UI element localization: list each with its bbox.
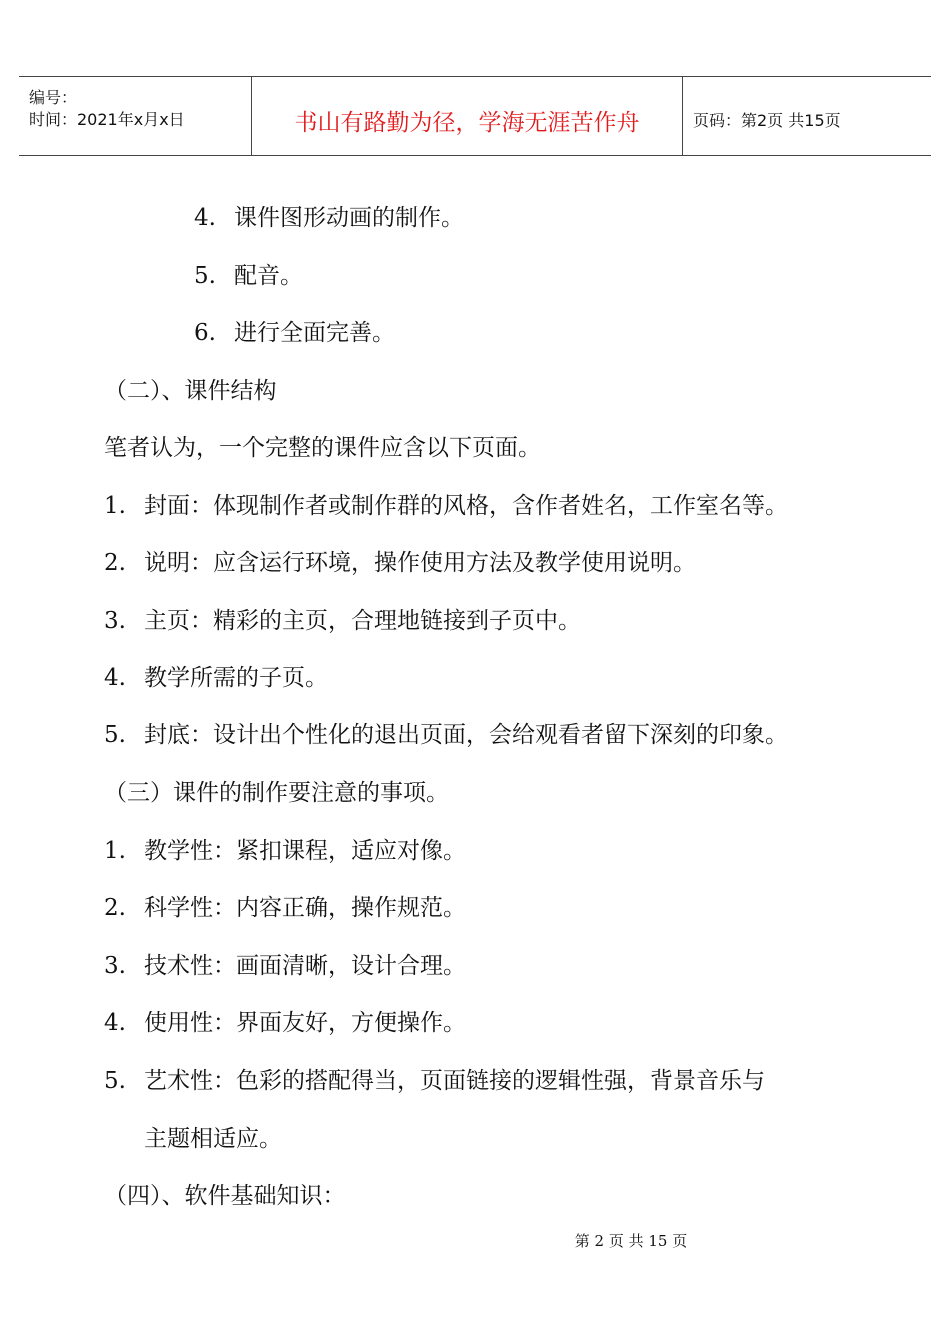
list-text: 教学所需的子页。 <box>144 665 328 691</box>
list-text: 封面：体现制作者或制作群的风格，含作者姓名，工作室名等。 <box>144 493 788 519</box>
list-item <box>104 1008 466 1038</box>
paragraph: 笔者认为，一个完整的课件应含以下页面。 <box>104 435 541 461</box>
list-item <box>104 836 466 866</box>
list-text: 科学性：内容正确，操作规范。 <box>144 895 466 921</box>
step-number: 6. <box>194 320 216 346</box>
serial-label: 编号： <box>29 88 78 107</box>
list-text: 技术性：画面清晰，设计合理。 <box>144 953 466 979</box>
list-item <box>104 491 788 521</box>
list-number: 5. <box>104 722 126 748</box>
step-text: 课件图形动画的制作。 <box>234 205 464 231</box>
page-footer <box>0 1230 950 1251</box>
step-number: 4. <box>194 205 216 231</box>
list-item <box>104 951 466 981</box>
list-item <box>104 606 581 636</box>
list-number: 1. <box>104 838 126 864</box>
page-code: 页码：第2页 共15页 <box>693 111 841 130</box>
list-text: 说明：应含运行环境，操作使用方法及教学使用说明。 <box>144 550 696 576</box>
list-text: 使用性：界面友好，方便操作。 <box>144 1010 466 1036</box>
step-item <box>194 261 303 291</box>
list-number: 2. <box>104 550 126 576</box>
list-item <box>104 1066 765 1096</box>
step-text: 进行全面完善。 <box>234 320 395 346</box>
list-number: 5. <box>104 1068 126 1094</box>
step-number: 5. <box>194 263 216 289</box>
list-item <box>104 548 696 578</box>
motto-text: 书山有路勤为径，学海无涯苦作舟 <box>294 110 640 136</box>
list-number: 3. <box>104 608 126 634</box>
list-item <box>104 663 328 693</box>
header-page-cell <box>683 77 931 155</box>
list-number: 4. <box>104 1010 126 1036</box>
list-text: 主页：精彩的主页，合理地链接到子页中。 <box>144 608 581 634</box>
list-item <box>104 720 788 750</box>
step-text: 配音。 <box>234 263 303 289</box>
step-item <box>194 203 464 233</box>
list-text: 艺术性：色彩的搭配得当，页面链接的逻辑性强，背景音乐与 <box>144 1068 765 1094</box>
list-number: 4. <box>104 665 126 691</box>
list-number: 1. <box>104 493 126 519</box>
list-item-continuation: 主题相适应。 <box>144 1126 282 1152</box>
list-text: 封底：设计出个性化的退出页面，会给观看者留下深刻的印象。 <box>144 722 788 748</box>
list-number: 3. <box>104 953 126 979</box>
list-number: 2. <box>104 895 126 921</box>
section-heading: （二）、课件结构 <box>104 378 277 404</box>
time-label: 时间：2021年x月x日 <box>29 110 185 129</box>
header-info-cell <box>19 77 251 155</box>
footer-page-number: 第 2 页 共 15 页 <box>574 1232 688 1250</box>
page-header <box>19 76 931 156</box>
section-heading: （四）、软件基础知识： <box>104 1183 346 1209</box>
section-heading: （三）课件的制作要注意的事项。 <box>104 780 449 806</box>
list-text: 教学性：紧扣课程，适应对像。 <box>144 838 466 864</box>
step-item <box>194 318 395 348</box>
list-item <box>104 893 466 923</box>
header-motto-cell <box>251 77 683 155</box>
